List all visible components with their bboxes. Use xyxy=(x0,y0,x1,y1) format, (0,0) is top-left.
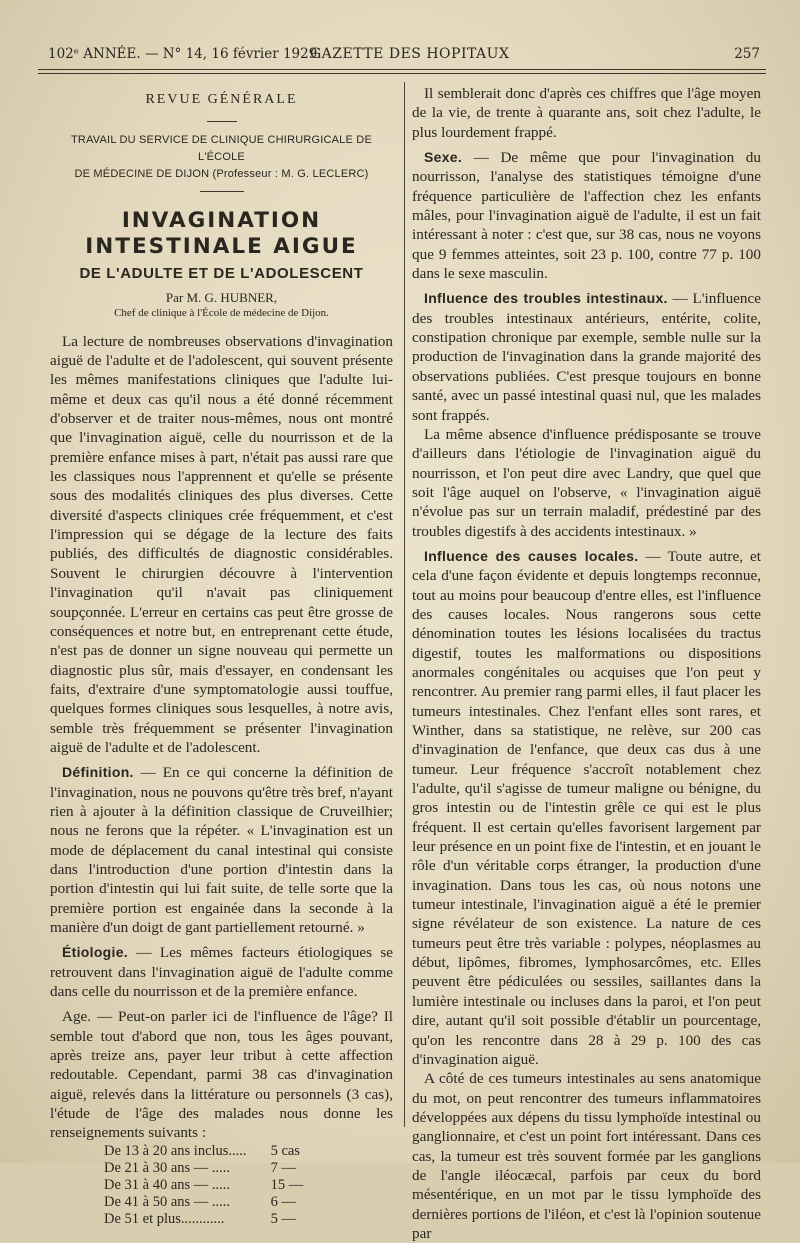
definition-heading: Définition. xyxy=(62,764,134,781)
age-count: 15 — xyxy=(270,1176,304,1193)
title-rule xyxy=(200,191,244,192)
table-row xyxy=(104,1194,307,1211)
section-revue: REVUE GÉNÉRALE xyxy=(145,92,298,107)
tumeurs-paragraph: A côté de ces tumeurs intestinales au sens anatomique du mot, on peut rencontrer des tumeurs inflammatoires développées aux dépens du tissu lymphoïde intestinal ou ganglionnaire, et c'est un point fort intéressant. Dans ces cas, la tumeur est très souvent formée par les ganglions de l'angle iléocæcal, parfois par ceux du bord mésentérique, en un mot par le tissu lymphoïde des dernières portions de l'iléon, et c'est là l'opinion soutenue par xyxy=(412,1070,761,1242)
author-line: Par M. G. HUBNER, xyxy=(165,289,278,305)
table-row xyxy=(104,1211,307,1228)
table-row xyxy=(104,1160,307,1177)
age-text: — Peut-on parler ici de l'influence de l'âge? Il semble tout d'abord que non, tous les âges pouvant, après treize ans, payer leur tribut à cette affection redoutable. Cependant, parmi 38 cas d'invagination aiguë, relevés dans la littérature ou personnels (3 cas), l'étude de l'âge des malades nous donne les renseignements suivants : xyxy=(50,1008,393,1142)
service-line-2: DE MÉDECINE DE DIJON (Professeur : M. G. LECLERC) xyxy=(74,168,369,181)
intro-paragraph: La lecture de nombreuses observations d'invagination aiguë de l'adulte et de l'adolescent, qui souvent présente les mêmes manifestations cliniques que l'adulte lui-même et deux cas qu'il nous a été donné récemment d'observer et de traiter nous-mêmes, nous ont montré que l'invagination aiguë, celle du nourrisson et de la première enfance mises à part, n'était pas aussi rare que les classiques nous l'apprennent et qu'elle se présente sous des modalités cliniques des plus diverses. Cette diversité d'aspects cliniques crée fréquemment, et c'est l'impression qui se dégage de la lecture des faits publiés, des difficultés de diagnostic considérables. Souvent le chirurgien découvre à l'intervention l'invagination qu'il n'avait pas cliniquement soupçonnée. L'erreur en certains cas peut être grosse de conséquences et notre but, en entreprenant cette étude, n'est pas de donner un signe nouveau qui permette un diagnostic plus sûr, mais d'essayer, en condensant les faits, d'extraire d'une symptomatologie aussi touffue, quelques formes cliniques sous lesquelles, à notre avis, semble très fréquemment se présenter l'invagination aiguë de l'adulte et de l'adolescent. xyxy=(50,332,393,756)
age-paragraph xyxy=(50,1007,393,1142)
age-range: De 41 à 50 ans — ..... xyxy=(104,1193,231,1210)
etiologie-paragraph xyxy=(50,943,393,1001)
age-range: De 51 et plus............ xyxy=(104,1210,225,1227)
issue-info: 102ᵉ ANNÉE. — N° 14, 16 février 1929. xyxy=(48,46,322,62)
table-row xyxy=(104,1143,307,1160)
author-affiliation: Chef de clinique à l'École de médecine de Dijon. xyxy=(114,306,329,319)
service-line-1: TRAVAIL DU SERVICE DE CLINIQUE CHIRURGICALE DE L'ÉCOLE xyxy=(71,134,372,164)
age-count: 7 — xyxy=(270,1159,296,1176)
sexe-text: — De même que pour l'invagination du nourrisson, l'analyse des statistiques témoigne d'une fréquence particulière de l'affection chez les enfants mâles, pour l'invagination aiguë de l'adulte, il est un fait intéressant à noter : c'est que, sur 38 cas, nous ne voyons que 9 femmes atteintes, soit 23 p. 100, contre 77 p. 100 dans le sexe masculin. xyxy=(412,149,761,283)
troubles-paragraph xyxy=(412,289,761,424)
sexe-paragraph xyxy=(412,148,761,283)
age-range: De 13 à 20 ans inclus..... xyxy=(104,1142,247,1159)
age-conclusion-paragraph: Il semblerait donc d'après ces chiffres que l'âge moyen de la vie, de trente à quarante ans, soit chez l'adulte, le plus lourdement frappé. xyxy=(412,85,761,141)
troubles-heading: Influence des troubles intestinaux. xyxy=(424,290,668,307)
journal-name: GAZETTE DES HOPITAUX xyxy=(310,46,510,62)
age-count: 5 — xyxy=(270,1210,296,1227)
sexe-heading: Sexe. xyxy=(424,149,463,166)
causes-heading: Influence des causes locales. xyxy=(424,547,639,564)
etiologie-heading: Étiologie. xyxy=(62,944,128,961)
age-count: 5 cas xyxy=(270,1142,300,1159)
article-title: INVAGINATION INTESTINALE AIGUE xyxy=(85,208,358,260)
service-credit xyxy=(50,132,393,183)
etiologie-text: — Les mêmes facteurs étiologiques se retrouvent dans l'invagination aiguë de l'adulte comme dans celle du nourrisson et de la première enfance. xyxy=(50,944,393,1001)
definition-paragraph xyxy=(50,763,393,937)
age-table xyxy=(104,1143,307,1228)
causes-paragraph xyxy=(412,547,761,1069)
causes-text: — Toute autre, et cela d'une façon évidente et depuis longtemps reconnue, tout au moins pour beaucoup d'entre elles, est l'influence des causes locales. Nous rangerons sous cette dénomination toutes les lésions localisées du tractus digestif, toutes les malformations ou dispositions anormales congénitales ou acquises que l'on peut y rencontrer. Au premier rang parmi elles, il faut placer les tumeurs intestinales. Chez l'enfant elles sont rares, et Winther, dans sa statistique, ne relève, sur 200 cas d'invagination de l'enfance, que deux cas dus à une tumeur. Leur fréquence s'accroît notablement chez l'adulte, qu'il s'agisse de tumeur maligne ou bénigne, du gros intestin ou de l'intestin grêle ce qui est le plus fréquent. Il est certain qu'elles favorisent largement par leur présence en un point fixe de l'intestin, et en jouant le rôle d'un véritable corps étranger, la production d'une invagination. Dans tous les cas, où nous notons une tumeur intestinale, l'invagination aiguë a été le premier signe révélateur de son existence. La nature de ces tumeurs peut être très variable : polypes, néoplasmes au début, lipômes, fibromes, lymphosarcômes, etc. Elles peuvent être pédiculées ou sessiles, saillantes dans la lumière intestinale ou incluses dans la paroi, et l'on peut dire, autant qu'il soit possible d'établir un pourcentage, qu'on les rencontre dans 28 à 29 p. 100 des cas d'invagination aiguë. xyxy=(412,547,762,1068)
short-rule xyxy=(207,121,237,122)
age-range: De 21 à 30 ans — ..... xyxy=(104,1159,231,1176)
age-range: De 31 à 40 ans — ..... xyxy=(104,1176,231,1193)
column-divider xyxy=(404,82,405,1127)
definition-text: — En ce qui concerne la définition de l'invagination, nous ne pouvons qu'être très bref, n'ayant rien à ajouter à la définition classique de Cruveilhier; nous ne ferons que la répéter. « L'invagination est un mode de déplacement du canal intestinal qui consiste dans l'introduction d'une portion d'intestin dans la portion d'intestin qui lui fait suite, de telle sorte que la première portion est engainée dans la seconde à la manière d'un doigt de gant partiellement retourné. » xyxy=(50,764,393,936)
header-rule-thick xyxy=(38,73,766,74)
running-header xyxy=(48,46,760,68)
page-number: 257 xyxy=(734,46,760,62)
article-subtitle: DE L'ADULTE ET DE L'ADOLESCENT xyxy=(79,265,364,283)
absence-paragraph: La même absence d'influence prédisposante se trouve d'ailleurs dans l'étiologie de l'invagination aiguë du nourrisson, et l'on peut dire avec Landry, que quel que soit l'âge auquel on l'observe, « l'invagination aiguë n'évolue pas sur un terrain maladif, prédestiné par des troubles digestifs à des accidents intestinaux. » xyxy=(412,425,761,540)
header-rule xyxy=(38,69,766,70)
troubles-text: — L'influence des troubles intestinaux antérieurs, entérite, colite, constipation chronique par exemple, semble nulle sur la production de l'invagination dans la grande majorité des observations publiées. C'est presque toujours en bonne santé, avec un passé intestinal quasi nul, que les malades sont frappés. xyxy=(412,290,761,424)
age-count: 6 — xyxy=(270,1193,296,1210)
age-heading: Age. xyxy=(62,1008,92,1026)
table-row xyxy=(104,1177,307,1194)
left-column xyxy=(50,84,393,1228)
right-column xyxy=(412,84,761,1243)
